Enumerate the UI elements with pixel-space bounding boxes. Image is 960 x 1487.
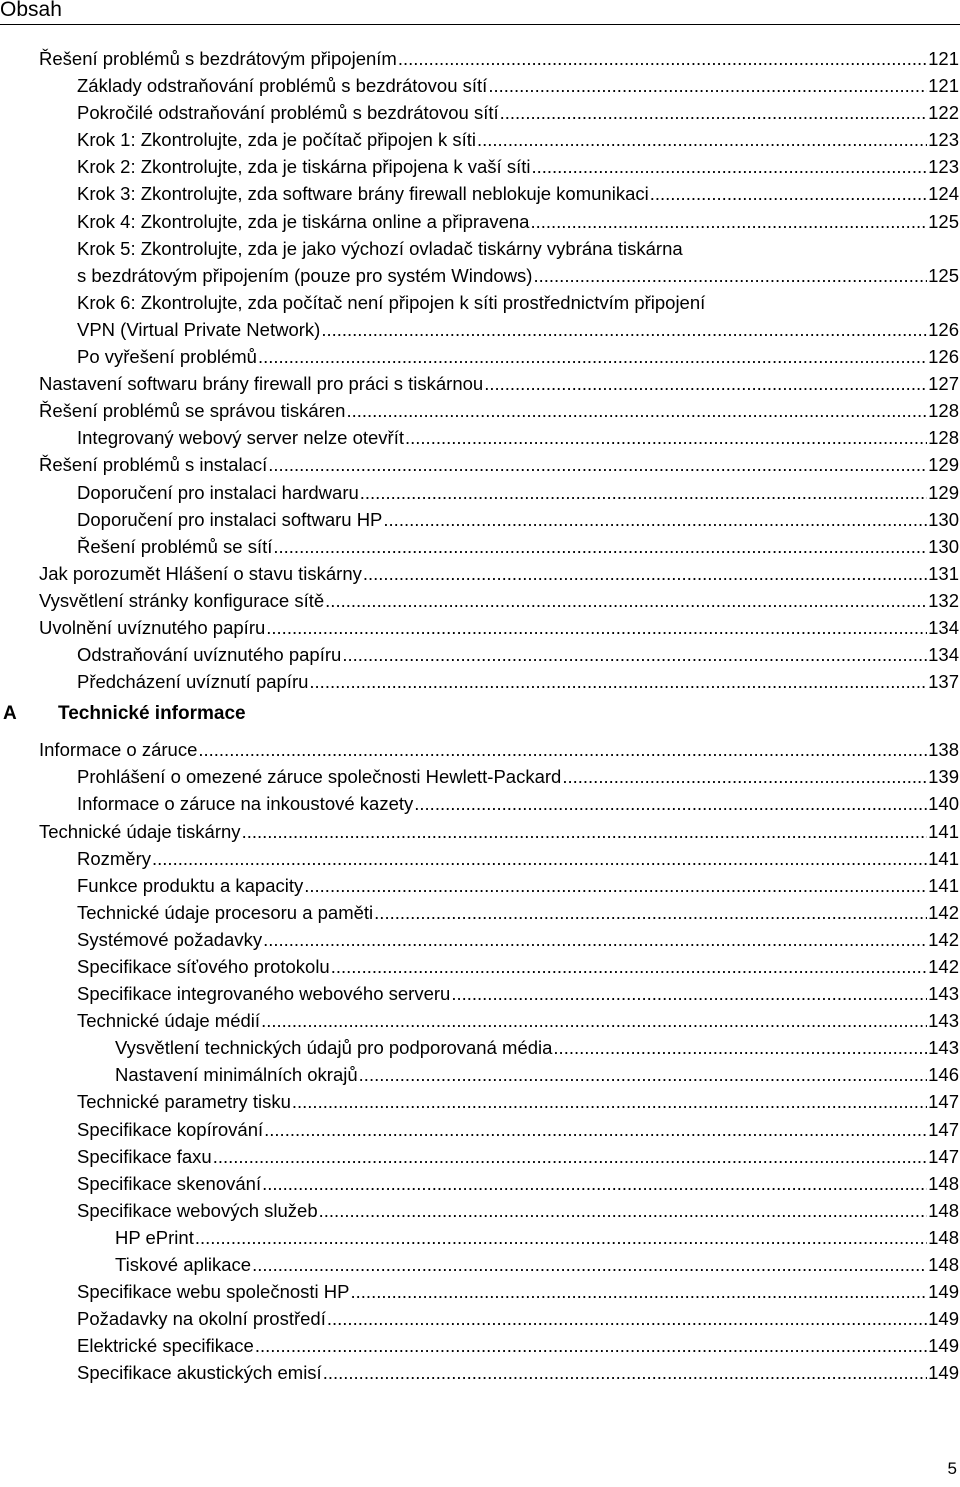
toc-section-troubleshooting [0, 45, 960, 695]
page-header [0, 0, 960, 25]
dot-leader [414, 790, 927, 817]
toc-entry-title: VPN (Virtual Private Network) [77, 318, 321, 340]
toc-entry[interactable] [0, 533, 960, 560]
dot-leader [484, 370, 927, 397]
toc-entry-page: 131 [928, 562, 959, 584]
toc-entry[interactable] [0, 614, 960, 641]
toc-entry[interactable] [0, 1088, 960, 1115]
toc-entry-page: 129 [928, 454, 959, 476]
toc-entry-title: Specifikace integrovaného webového serveru [77, 983, 451, 1005]
toc-entry-title: Systémové požadavky [77, 928, 263, 950]
page-title: Obsah [0, 0, 62, 21]
toc-chapter-heading[interactable] [0, 695, 960, 736]
toc-entry-title: Prohlášení o omezené záruce společnosti Hewlett-Packard [77, 766, 562, 788]
toc-entry[interactable] [0, 953, 960, 980]
dot-leader [242, 818, 928, 845]
toc-entry-page: 124 [928, 183, 959, 205]
toc-entry-title: Krok 4: Zkontrolujte, zda je tiskárna online a připravena [77, 210, 530, 232]
toc-entry[interactable] [0, 99, 960, 126]
toc-entry[interactable] [0, 668, 960, 695]
toc-entry-title: Technické údaje médií [77, 1010, 261, 1032]
toc-entry-page: 128 [928, 400, 959, 422]
toc-entry-title: Specifikace akustických emisí [77, 1362, 322, 1384]
toc-entry-title-line: Krok 5: Zkontrolujte, zda je jako výchozí ovladač tiskárny vybrána tiskárna [77, 237, 683, 259]
toc-entry-page: 123 [928, 156, 959, 178]
toc-entry[interactable] [0, 845, 960, 872]
toc-entry-page: 141 [928, 874, 959, 896]
toc-entry-title: Specifikace kopírování [77, 1118, 264, 1140]
page-number: 5 [947, 1459, 957, 1478]
dot-leader [650, 180, 927, 207]
toc-entry-title: HP ePrint [115, 1226, 194, 1248]
dot-leader [359, 1061, 927, 1088]
toc-entry-page: 132 [928, 589, 959, 611]
dot-leader [383, 506, 927, 533]
dot-leader [374, 899, 927, 926]
toc-entry-page: 143 [928, 983, 959, 1005]
toc-entry-title: Elektrické specifikace [77, 1335, 254, 1357]
toc-entry-title: Krok 3: Zkontrolujte, zda software brány firewall neblokuje komunikaci [77, 183, 649, 205]
toc-entry[interactable] [0, 1170, 960, 1197]
toc-entry-page: 128 [928, 427, 959, 449]
toc-entry[interactable] [0, 641, 960, 668]
toc-entry[interactable] [0, 45, 960, 72]
toc-entry-title: Vysvětlení stránky konfigurace sítě [39, 589, 325, 611]
toc-entry-title: Doporučení pro instalaci hardwaru [77, 481, 359, 503]
toc-entry-title: Rozměry [77, 847, 152, 869]
toc-entry[interactable] [0, 424, 960, 451]
toc-entry-page: 126 [928, 346, 959, 368]
toc-entry-page: 121 [928, 75, 959, 97]
dot-leader [360, 479, 927, 506]
toc-entry-page: 123 [928, 129, 959, 151]
toc-entry-page: 148 [928, 1254, 959, 1276]
toc-entry-page: 149 [928, 1362, 959, 1384]
toc-entry-title: Tiskové aplikace [115, 1254, 252, 1276]
dot-leader [304, 872, 927, 899]
toc-entry[interactable] [0, 1251, 960, 1278]
toc-entry[interactable] [0, 1061, 960, 1088]
toc-entry-title: Specifikace faxu [77, 1145, 212, 1167]
toc-entry-page: 143 [928, 1010, 959, 1032]
dot-leader [405, 424, 927, 451]
toc-entry-title: Uvolnění uvíznutého papíru [39, 616, 266, 638]
dot-leader [531, 153, 927, 180]
toc-entry-title: Odstraňování uvíznutého papíru [77, 644, 342, 666]
toc-entry-title: Technické údaje procesoru a paměti [77, 901, 374, 923]
toc-entry-page: 148 [928, 1226, 959, 1248]
dot-leader [319, 1197, 927, 1224]
dot-leader [488, 72, 927, 99]
toc-entry-title: Po vyřešení problémů [77, 346, 257, 368]
toc-entry-title: Technické údaje tiskárny [39, 820, 241, 842]
dot-leader [331, 953, 927, 980]
toc-entry[interactable] [0, 926, 960, 953]
toc-entry[interactable] [0, 1034, 960, 1061]
dot-leader [262, 1170, 927, 1197]
toc-entry-page: 134 [928, 644, 959, 666]
toc-entry-page: 125 [928, 264, 959, 286]
toc-entry-title: Požadavky na okolní prostředí [77, 1308, 326, 1330]
dot-leader [533, 262, 927, 289]
toc-entry-title: Krok 2: Zkontrolujte, zda je tiskárna připojena k vaší síti [77, 156, 531, 178]
toc-entry-title: Nastavení minimálních okrajů [115, 1064, 358, 1086]
dot-leader [351, 1278, 928, 1305]
dot-leader [273, 533, 927, 560]
toc-entry-page: 121 [928, 48, 959, 69]
toc-entry-title: Specifikace webu společnosti HP [77, 1281, 350, 1303]
toc-entry[interactable] [0, 1332, 960, 1359]
toc-entry-title: Řešení problémů s instalací [39, 454, 268, 476]
dot-leader [321, 316, 927, 343]
toc-entry-title: Krok 1: Zkontrolujte, zda je počítač připojen k síti [77, 129, 476, 151]
toc-entry[interactable] [0, 180, 960, 207]
toc-entry[interactable] [0, 208, 960, 235]
toc-entry-title: Informace o záruce [39, 739, 198, 761]
toc-entry[interactable] [0, 1305, 960, 1332]
toc-entry-page: 141 [928, 847, 959, 869]
toc-entry-page: 127 [928, 373, 959, 395]
dot-leader [363, 560, 927, 587]
toc-entry-title: Specifikace skenování [77, 1172, 262, 1194]
dot-leader [451, 980, 927, 1007]
dot-leader [258, 343, 927, 370]
toc-entry-page: 149 [928, 1335, 959, 1357]
table-of-contents [0, 45, 960, 1387]
toc-entry-page: 149 [928, 1308, 959, 1330]
dot-leader [152, 845, 927, 872]
toc-entry-title: Funkce produktu a kapacity [77, 874, 304, 896]
toc-entry-page: 143 [928, 1037, 959, 1059]
toc-entry[interactable] [0, 587, 960, 614]
toc-section-technical-info [0, 736, 960, 1386]
dot-leader [562, 763, 927, 790]
dot-leader [213, 1143, 927, 1170]
toc-entry-title: Specifikace síťového protokolu [77, 956, 330, 977]
toc-entry[interactable] [0, 1359, 960, 1386]
toc-entry-title: Nastavení softwaru brány firewall pro práci s tiskárnou [39, 373, 484, 395]
dot-leader [500, 99, 928, 126]
toc-entry-page: 137 [928, 671, 959, 693]
dot-leader [268, 451, 927, 478]
toc-entry-page: 147 [928, 1118, 959, 1140]
toc-entry[interactable] [0, 1143, 960, 1170]
toc-entry[interactable] [0, 872, 960, 899]
chapter-title: Technické informace [58, 703, 246, 725]
toc-entry-title: Řešení problémů s bezdrátovým připojením [39, 48, 397, 69]
toc-entry[interactable] [0, 980, 960, 1007]
toc-entry[interactable] [0, 397, 960, 424]
dot-leader [252, 1251, 927, 1278]
toc-entry-page: 130 [928, 508, 959, 530]
dot-leader [292, 1088, 927, 1115]
toc-entry-title: Řešení problémů se správou tiskáren [39, 400, 346, 422]
toc-entry[interactable] [0, 736, 960, 763]
toc-entry-title: Integrovaný webový server nelze otevřít [77, 427, 404, 449]
dot-leader [325, 587, 927, 614]
toc-entry-page: 142 [928, 956, 959, 977]
toc-entry-title-line: Krok 6: Zkontrolujte, zda počítač není připojen k síti prostřednictvím připojení [77, 291, 706, 313]
toc-entry-page: 148 [928, 1172, 959, 1194]
toc-entry-page: 134 [928, 616, 959, 638]
dot-leader [477, 126, 927, 153]
toc-entry-page: 129 [928, 481, 959, 503]
toc-entry[interactable] [0, 763, 960, 790]
toc-entry[interactable] [0, 1278, 960, 1305]
toc-entry[interactable] [0, 818, 960, 845]
toc-entry-title: Jak porozumět Hlášení o stavu tiskárny [39, 562, 362, 584]
toc-entry-title: Pokročilé odstraňování problémů s bezdrátovou sítí [77, 102, 499, 124]
toc-entry-page: 149 [928, 1281, 959, 1303]
dot-leader [323, 1359, 927, 1386]
toc-entry-page: 148 [928, 1199, 959, 1221]
dot-leader [346, 397, 927, 424]
toc-entry[interactable] [0, 1116, 960, 1143]
toc-entry[interactable] [0, 451, 960, 478]
toc-entry[interactable] [0, 1224, 960, 1251]
toc-entry-row [77, 262, 959, 289]
dot-leader [261, 1007, 927, 1034]
toc-entry[interactable] [0, 153, 960, 180]
dot-leader [266, 614, 927, 641]
toc-entry-title: Doporučení pro instalaci softwaru HP [77, 508, 383, 530]
toc-entry-page: 130 [928, 535, 959, 557]
toc-entry[interactable] [0, 560, 960, 587]
toc-entry-page: 147 [928, 1145, 959, 1167]
toc-entry-title: Specifikace webových služeb [77, 1199, 318, 1221]
toc-entry-page: 142 [928, 928, 959, 950]
toc-entry-page: 141 [928, 820, 959, 842]
chapter-letter: A [3, 703, 17, 725]
toc-entry-page: 140 [928, 793, 959, 815]
toc-entry[interactable] [0, 235, 960, 289]
toc-entry-title: s bezdrátovým připojením (pouze pro systém Windows) [77, 264, 533, 286]
dot-leader [263, 926, 927, 953]
toc-entry-page: 142 [928, 901, 959, 923]
toc-entry[interactable] [0, 790, 960, 817]
toc-entry[interactable] [0, 1007, 960, 1034]
dot-leader [398, 45, 927, 72]
dot-leader [553, 1034, 927, 1061]
toc-entry-page: 139 [928, 766, 959, 788]
toc-entry[interactable] [0, 506, 960, 533]
dot-leader [198, 736, 927, 763]
toc-entry-title: Řešení problémů se sítí [77, 535, 273, 557]
dot-leader [530, 208, 927, 235]
toc-entry-page: 126 [928, 318, 959, 340]
toc-entry[interactable] [0, 343, 960, 370]
toc-entry-page: 147 [928, 1091, 959, 1113]
toc-entry-title: Informace o záruce na inkoustové kazety [77, 793, 414, 815]
toc-entry-row [77, 316, 959, 343]
dot-leader [342, 641, 927, 668]
toc-entry-title: Předcházení uvíznutí papíru [77, 671, 309, 693]
toc-entry-title: Technické parametry tisku [77, 1091, 291, 1113]
toc-entry-title: Základy odstraňování problémů s bezdrátovou sítí [77, 75, 488, 97]
toc-entry-page: 138 [928, 739, 959, 761]
toc-entry-page: 125 [928, 210, 959, 232]
toc-entry[interactable] [0, 72, 960, 99]
dot-leader [255, 1332, 927, 1359]
dot-leader [264, 1116, 927, 1143]
dot-leader [327, 1305, 927, 1332]
toc-entry[interactable] [0, 370, 960, 397]
toc-entry-page: 122 [928, 102, 959, 124]
toc-entry-page: 146 [928, 1064, 959, 1086]
toc-entry[interactable] [0, 899, 960, 926]
toc-entry[interactable] [0, 289, 960, 343]
toc-entry[interactable] [0, 1197, 960, 1224]
dot-leader [309, 668, 927, 695]
toc-entry[interactable] [0, 126, 960, 153]
dot-leader [195, 1224, 927, 1251]
toc-entry[interactable] [0, 479, 960, 506]
toc-entry-title: Vysvětlení technických údajů pro podporovaná média [115, 1037, 553, 1059]
